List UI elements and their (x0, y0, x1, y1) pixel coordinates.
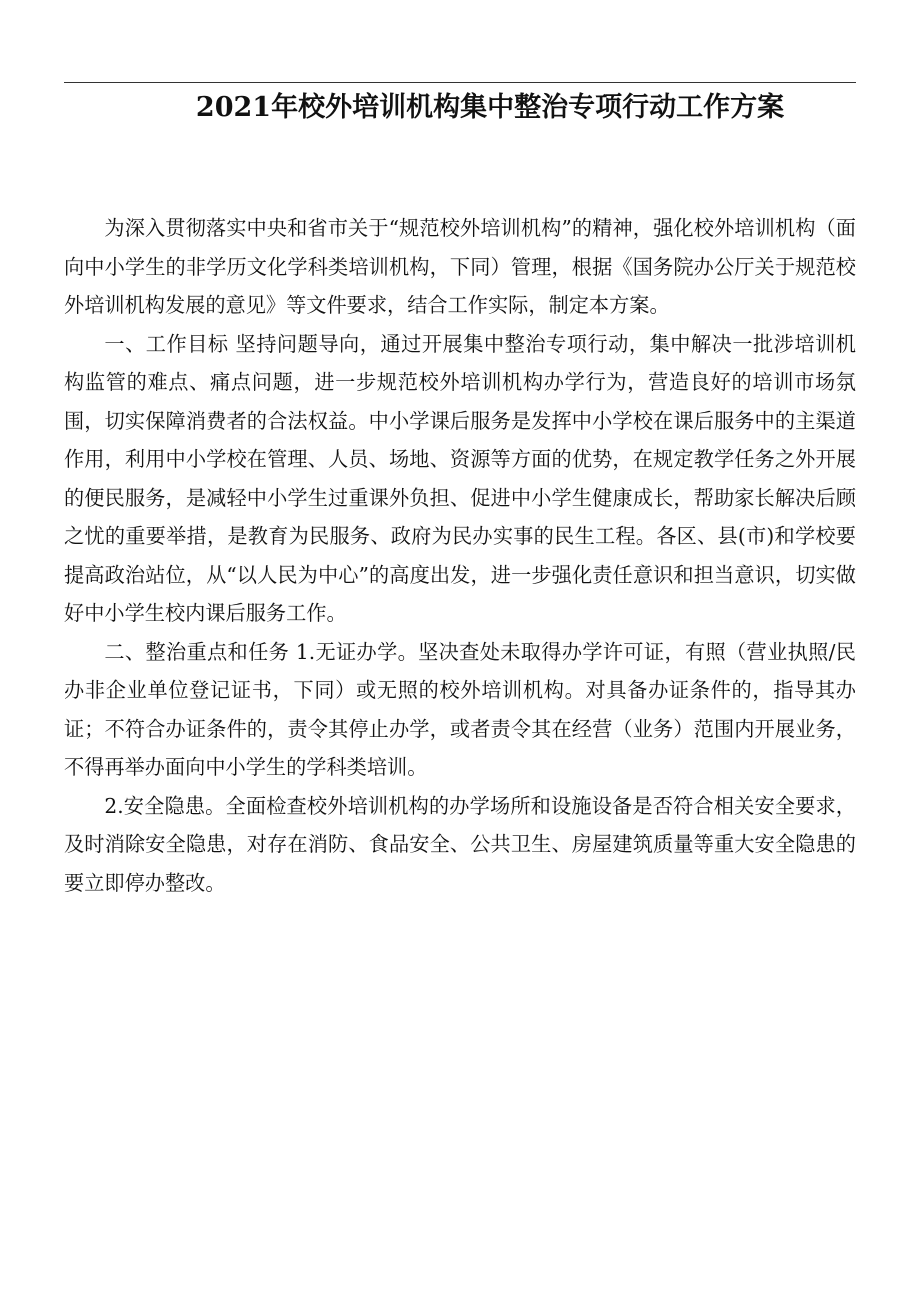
paragraph-safety: 2.安全隐患。全面检查校外培训机构的办学场所和设施设备是否符合相关安全要求，及时消除安全隐患，对存在消防、食品安全、公共卫生、房屋建筑质量等重大安全隐患的要立即停办整改。 (64, 793, 856, 895)
header-rule (64, 82, 856, 83)
paragraph-tasks: 二、整治重点和任务 1.无证办学。坚决查处未取得办学许可证，有照（营业执照/民办非企业单位登记证书，下同）或无照的校外培训机构。对具备办证条件的，指导其办证；不符合办证条件的，责令其停止办学，或者责令其在经营（业务）范围内开展业务，不得再举办面向中小学生的学科类培训。 (64, 639, 856, 779)
paragraph-goals: 一、工作目标 坚持问题导向，通过开展集中整治专项行动，集中解决一批涉培训机构监管的难点、痛点问题，进一步规范校外培训机构办学行为，营造良好的培训市场氛围，切实保障消费者的合法权益。中小学课后服务是发挥中小学校在课后服务中的主渠道作用，利用中小学校在管理、人员、场地、资源等方面的优势，在规定教学任务之外开展的便民服务，是减轻中小学生过重课外负担、促进中小学生健康成长，帮助家长解决后顾之忧的重要举措，是教育为民服务、政府为民办实事的民生工程。各区、县(市)和学校要提高政治站位，从“以人民为中心”的高度出发，进一步强化责任意识和担当意识，切实做好中小学生校内课后服务工作。 (64, 331, 856, 625)
paragraph-intro: 为深入贯彻落实中央和省市关于“规范校外培训机构”的精神，强化校外培训机构（面向中小学生的非学历文化学科类培训机构，下同）管理，根据《国务院办公厅关于规范校外培训机构发展的意见》等文件要求，结合工作实际，制定本方案。 (64, 216, 856, 317)
document-title: 2021年校外培训机构集中整治专项行动工作方案 (195, 92, 785, 123)
document-body (64, 209, 856, 902)
